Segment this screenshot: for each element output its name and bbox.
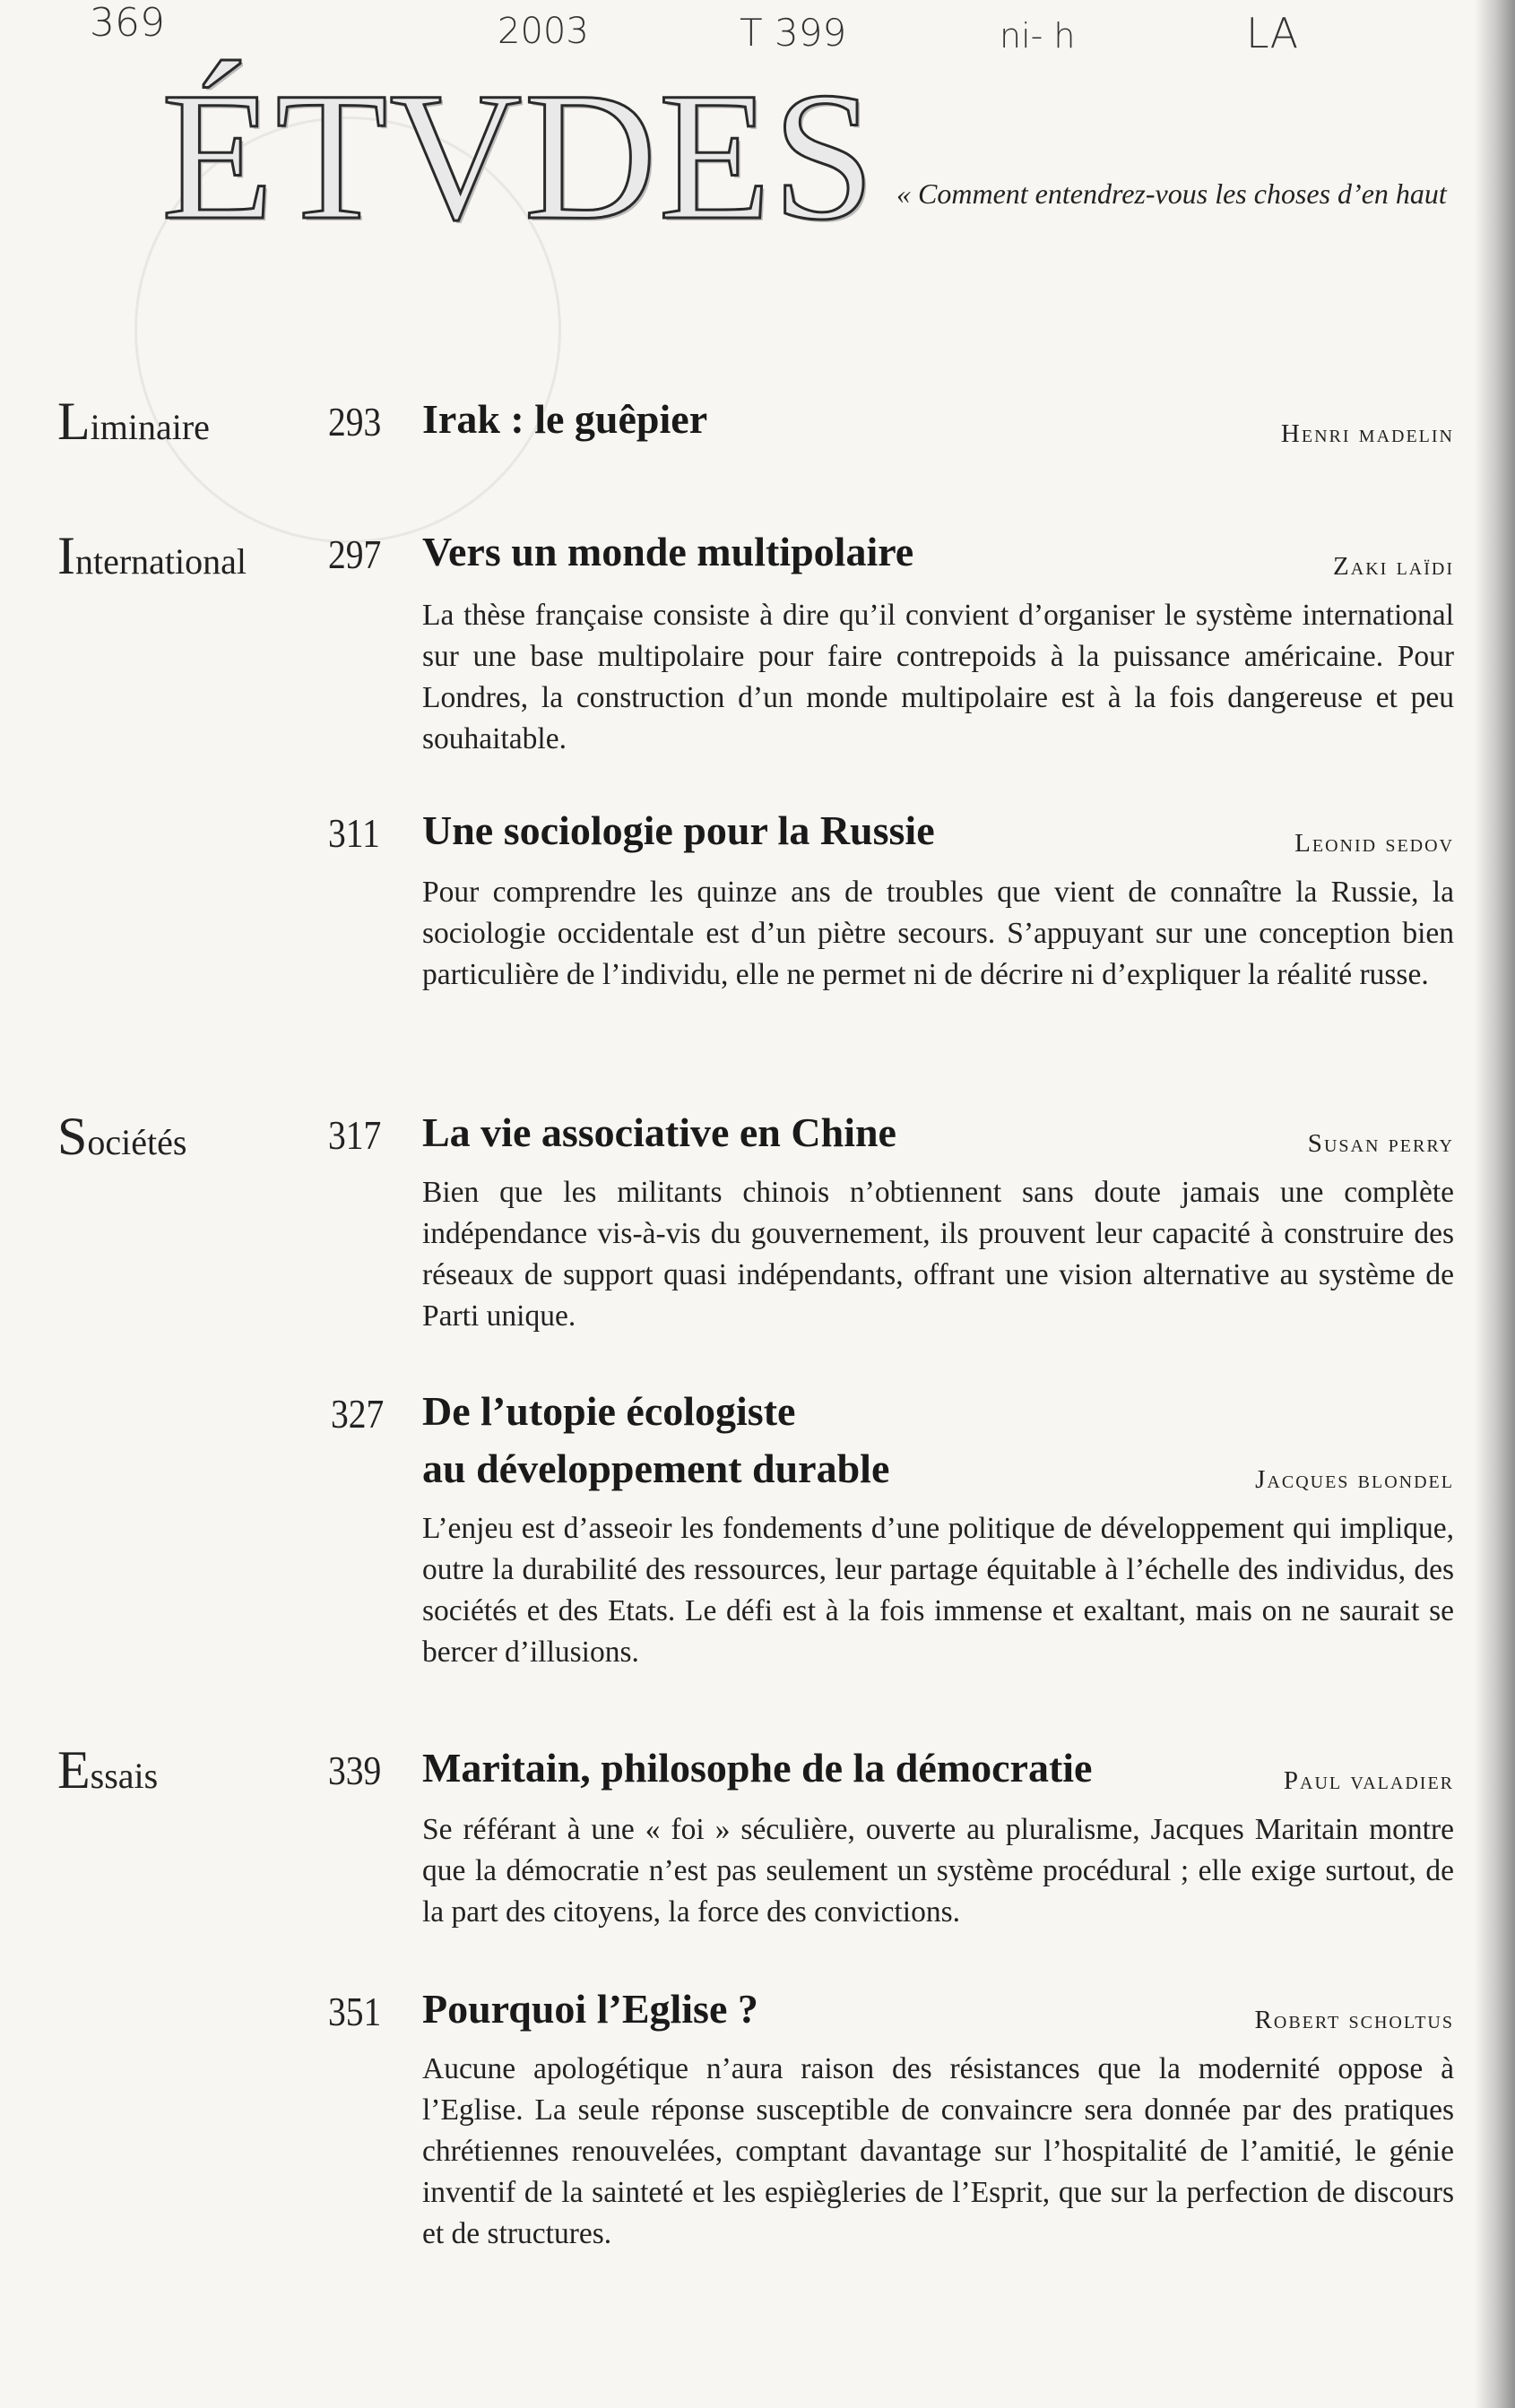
article-title: De l’utopie écologiste xyxy=(422,1388,796,1434)
article-author: paul valadier xyxy=(1283,1766,1454,1795)
article-author: henri madelin xyxy=(1280,419,1454,448)
article-author: robert scholtus xyxy=(1254,2006,1454,2034)
section-societes: Sociétés xyxy=(57,1107,187,1166)
masthead-motto: « Comment entendrez-vous les choses d’en haut xyxy=(896,177,1447,210)
section-essais: Essais xyxy=(57,1740,159,1800)
article-title: Pourquoi l’Eglise ? xyxy=(422,1986,758,2032)
journal-masthead: ÉTVDES xyxy=(161,55,877,258)
page-number: 297 xyxy=(328,531,382,577)
scan-edge-shadow xyxy=(1475,0,1515,2408)
section-liminaire: Liminaire xyxy=(57,392,210,451)
handwritten-note-5: LA xyxy=(1246,9,1299,57)
article-title: Maritain, philosophe de la démocratie xyxy=(422,1745,1093,1791)
article-abstract: Se référant à une « foi » séculière, ouverte au pluralisme, Jacques Maritain montre que la démocratie n’est pas seulement un système procédural ; elle exige surtout, de la part des citoyens, la force des convictions. xyxy=(422,1813,1454,1929)
article-author: leonid sedov xyxy=(1294,829,1454,858)
article-author: zaki laïdi xyxy=(1333,552,1454,581)
section-international: International xyxy=(57,526,247,585)
page-number: 327 xyxy=(331,1391,385,1437)
page-number: 293 xyxy=(328,399,382,444)
article-author: jacques blondel xyxy=(1255,1465,1454,1494)
page-number: 311 xyxy=(328,810,380,856)
article-title: Irak : le guêpier xyxy=(422,396,708,442)
handwritten-note-2: 2003 xyxy=(498,11,589,52)
page-number: 339 xyxy=(328,1748,382,1793)
article-author: susan perry xyxy=(1307,1129,1454,1158)
handwritten-note-1: 369 xyxy=(90,0,165,46)
article-title: Une sociologie pour la Russie xyxy=(422,807,935,853)
article-abstract: Bien que les militants chinois n’obtiennent sans doute jamais une complète indépendance vis-à-vis du gouvernement, ils prouvent leur capacité à construire des réseaux de support quasi indépendants, offrant une vision alternative au système de Parti unique. xyxy=(422,1176,1454,1333)
article-abstract: Pour comprendre les quinze ans de troubles que vient de connaître la Russie, la sociologie occidentale est d’un piètre secours. S’appuyant sur une conception bien particulière de l’individu, elle ne permet ni de décrire ni d’expliquer la réalité russe. xyxy=(422,876,1454,991)
article-title-continued: au développement durable xyxy=(422,1446,890,1491)
page-number: 351 xyxy=(328,1989,382,2034)
handwritten-note-3: T 399 xyxy=(740,11,847,55)
article-abstract: La thèse française consiste à dire qu’il convient d’organiser le système international sur une base multipolaire pour faire contrepoids à la puissance américaine. Pour Londres, la construction d’un monde multipolaire est à la fois dangereuse et peu souhaitable. xyxy=(422,599,1454,755)
article-abstract: Aucune apologétique n’aura raison des résistances que la modernité oppose à l’Eglise. La seule réponse susceptible de convaincre sera donnée par des pratiques chrétiennes renouvelées, comptant davantage sur l’hospitalité de l’amitié, le génie inventif de la sainteté et les espiègleries de l’Esprit, que sur la perfection de discours et de structures. xyxy=(422,2052,1454,2250)
article-title: Vers un monde multipolaire xyxy=(422,529,914,574)
page-number: 317 xyxy=(328,1112,382,1158)
article-abstract: L’enjeu est d’asseoir les fondements d’une politique de développement qui implique, outre la durabilité des ressources, leur partage équitable à l’échelle des individus, des sociétés et des Etats. Le défi est à la fois immense et exaltant, mais on ne saurait se bercer d’illusions. xyxy=(422,1512,1454,1669)
handwritten-note-4: ni- h xyxy=(1000,16,1076,56)
article-title: La vie associative en Chine xyxy=(422,1109,896,1155)
